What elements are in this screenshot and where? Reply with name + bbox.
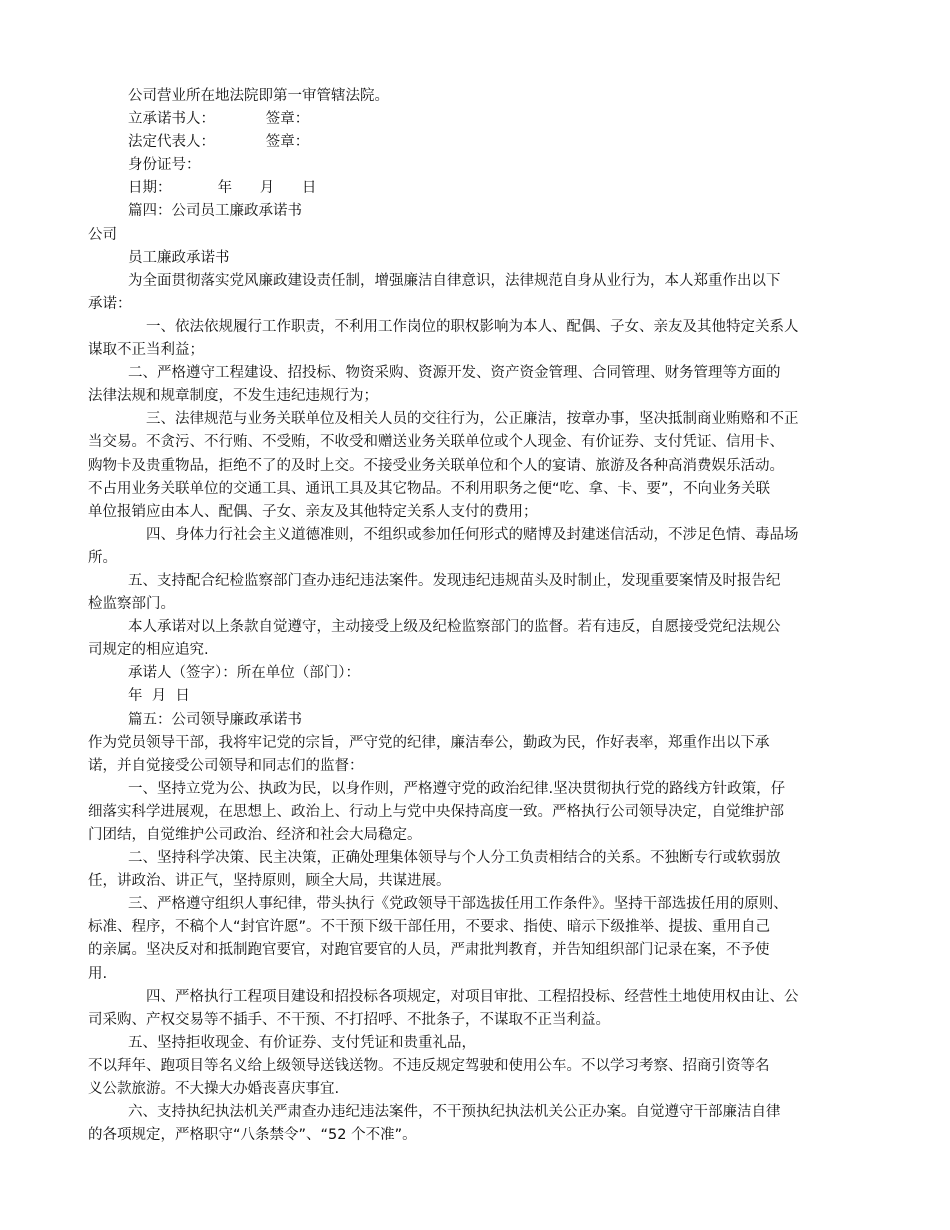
text-line: 四、严格执行工程项目建设和招投标各项规定，对项目审批、工程招投标、经营性土地使用权由让、公 xyxy=(146,988,799,1005)
text-line: 作为党员领导干部，我将牢记党的宗旨，严守党的纪律，廉洁奉公，勤政为民，作好表率，郑重作出以下承 xyxy=(88,734,770,751)
document-body xyxy=(88,85,878,1147)
text-line: 三、严格遵守组织人事纪律，带头执行《党政领导干部选拔任用工作条件》。坚持干部选拔任用的原则、 xyxy=(128,896,788,913)
text-line: 不以拜年、跑项目等名义给上级领导送钱送物。不违反规定驾驶和使用公车。不以学习考察、招商引资等名 xyxy=(88,1057,770,1074)
text-line: 法律法规和规章制度，不发生违纪违规行为； xyxy=(88,388,378,405)
text-line: 司规定的相应追究. xyxy=(88,642,209,659)
text-line: 当交易。不贪污、不行贿、不受贿，不收受和赠送业务关联单位或个人现金、有价证券、支付凭证、信用卡、 xyxy=(88,434,784,451)
text-line: 谋取不正当利益； xyxy=(88,342,204,359)
text-line: 用. xyxy=(88,965,108,982)
text-line: 篇四：公司员工廉政承诺书 xyxy=(128,203,302,220)
text-line: 承诺人（签字）：所在单位（部门）： xyxy=(128,665,360,682)
text-line: 五、支持配合纪检监察部门查办违纪违法案件。发现违纪违规苗头及时制止，发现重要案情及时报告纪 xyxy=(128,572,781,589)
text-line: 本人承诺对以上条款自觉遵守，主动接受上级及纪检监察部门的监督。若有违反，自愿接受党纪法规公 xyxy=(128,619,781,636)
text-line: 篇五：公司领导廉政承诺书 xyxy=(128,711,302,728)
text-line: 诺，并自觉接受公司领导和同志们的监督： xyxy=(88,757,364,774)
text-line: 的亲属。坚决反对和抵制跑官要官，对跑官要官的人员，严肃批判教育，并告知组织部门记录在案，不予使 xyxy=(88,942,770,959)
text-line: 二、严格遵守工程建设、招投标、物资采购、资源开发、资产资金管理、合同管理、财务管理等方面的 xyxy=(128,365,781,382)
text-line: 二、坚持科学决策、民主决策，正确处理集体领导与个人分工负责相结合的关系。不独断专行或软弱放 xyxy=(128,850,781,867)
text-line: 一、坚持立党为公、执政为民，以身作则，严格遵守党的政治纪律.坚决贯彻执行党的路线方针政策，仔 xyxy=(128,780,786,797)
text-line: 的各项规定，严格职守“八条禁令”、“52 个不准”。 xyxy=(88,1127,417,1144)
text-line: 四、身体力行社会主义道德准则，不组织或参加任何形式的赌博及封建迷信活动，不涉足色情、毒品场 xyxy=(146,526,799,543)
text-line: 三、法律规范与业务关联单位及相关人员的交往行为，公正廉洁，按章办事，坚决抵制商业贿赂和不正 xyxy=(146,411,799,428)
text-line: 年 月 日 xyxy=(128,688,190,705)
text-line: 检监察部门。 xyxy=(88,596,175,613)
text-line: 公司 xyxy=(88,226,117,243)
text-line: 身份证号： xyxy=(128,157,201,174)
text-line: 司采购、产权交易等不插手、不干预、不打招呼、不批条子，不谋取不正当利益。 xyxy=(88,1011,610,1028)
text-line: 细落实科学进展观，在思想上、政治上、行动上与党中央保持高度一致。严格执行公司领导决定，自觉维护部 xyxy=(88,803,784,820)
text-line: 义公款旅游。不大操大办婚丧喜庆事宜. xyxy=(88,1081,340,1098)
text-line: 任，讲政治、讲正气，坚持原则，顾全大局，共谋进展。 xyxy=(88,873,451,890)
text-line: 标准、程序，不稿个人“封官许愿”。不干预下级干部任用，不要求、指使、暗示下级推举、提拔、重用自己 xyxy=(88,919,771,936)
text-line: 立承诺书人： 签章： xyxy=(128,111,310,128)
text-line: 购物卡及贵重物品，拒绝不了的及时上交。不接受业务关联单位和个人的宴请、旅游及各种高消费娱乐活动。 xyxy=(88,457,784,474)
text-line: 员工廉政承诺书 xyxy=(128,249,230,266)
text-line: 日期： 年 月 日 xyxy=(128,180,317,197)
text-line: 门团结，自觉维护公司政治、经济和社会大局稳定。 xyxy=(88,827,422,843)
text-line: 不占用业务关联单位的交通工具、通讯工具及其它物品。不利用职务之便“吃、拿、卡、要”，不向业务关联 xyxy=(88,480,771,497)
text-line: 单位报销应由本人、配偶、子女、亲友及其他特定关系人支付的费用； xyxy=(88,503,538,520)
text-line: 承诺： xyxy=(88,295,132,312)
text-line: 一、依法依规履行工作职责，不利用工作岗位的职权影响为本人、配偶、子女、亲友及其他特定关系人 xyxy=(146,318,799,335)
text-line: 六、支持执纪执法机关严肃查办违纪违法案件，不干预执纪执法机关公正办案。自觉遵守干部廉洁自律 xyxy=(128,1104,781,1121)
text-line: 五、坚持拒收现金、有价证券、支付凭证和贵重礼品， xyxy=(128,1034,476,1051)
text-line: 法定代表人： 签章： xyxy=(128,134,310,151)
text-line: 所。 xyxy=(88,549,117,566)
text-line: 公司营业所在地法院即第一审管辖法院。 xyxy=(128,88,389,104)
text-line: 为全面贯彻落实党风廉政建设责任制，增强廉洁自律意识，法律规范自身从业行为，本人郑重作出以下 xyxy=(128,272,781,289)
